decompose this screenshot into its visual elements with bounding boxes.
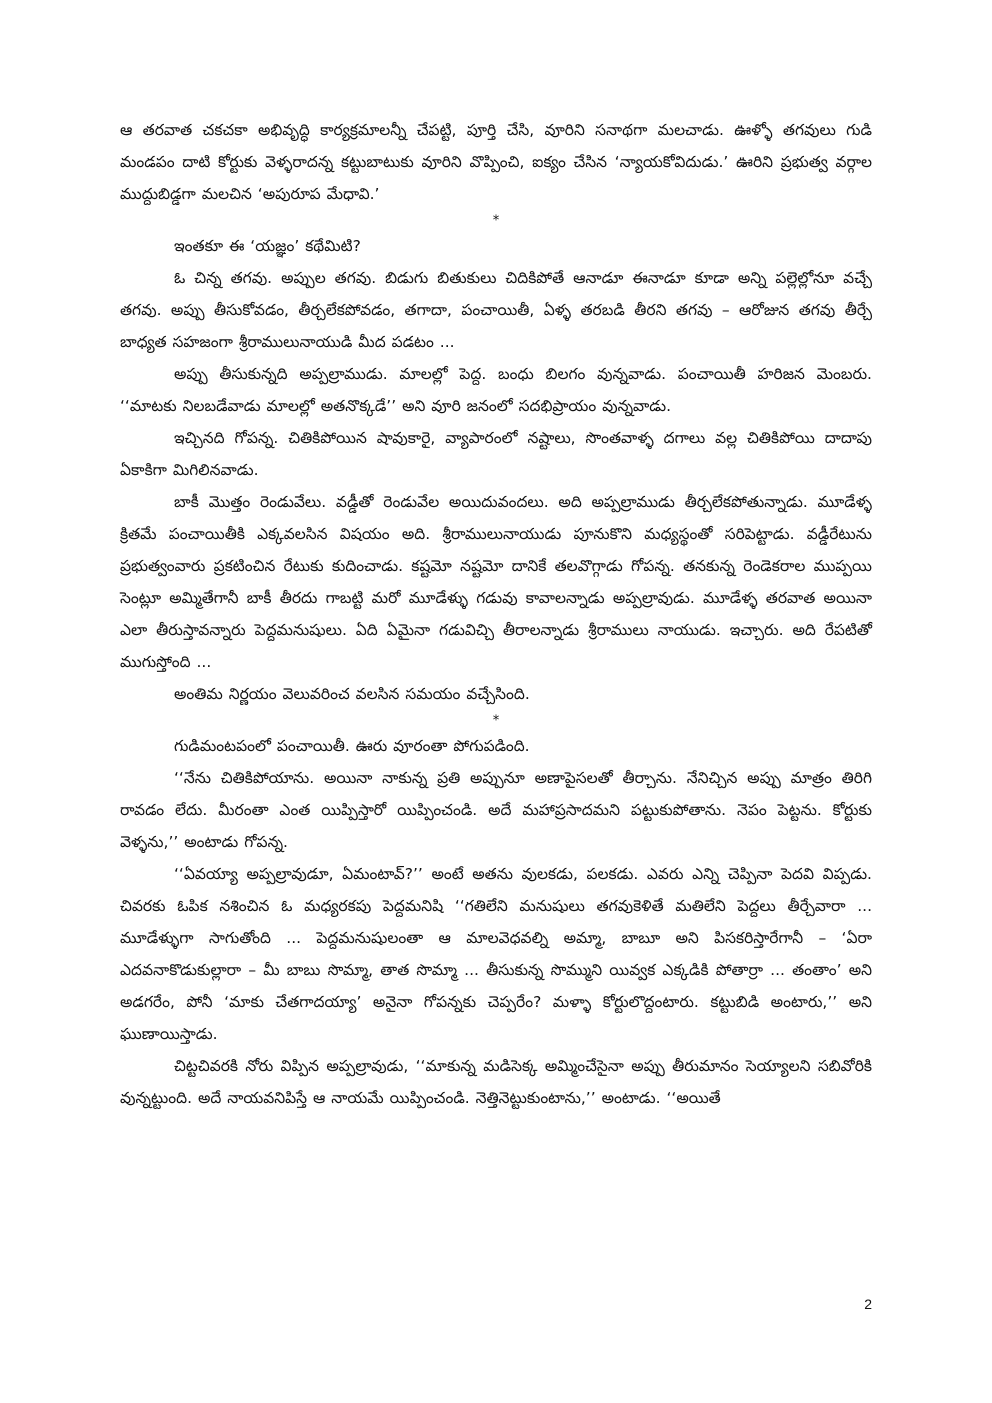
- paragraph-2: ఇంతకూ ఈ ‘యజ్ఞం’ కథేమిటి?: [174, 237, 361, 255]
- paragraph-5: ఇచ్చినది గోపన్న. చితికిపోయిన షావుకారై, వ్యాపారంలో నష్టాలు, సొంతవాళ్ళ దగాలు వల్ల చితికిపోయి దాదాపు ఏకాకిగా మిగిలినవాడు.: [120, 429, 872, 479]
- page-number: 2: [864, 1296, 872, 1312]
- paragraph-9: ‘‘నేను చితికిపోయాను. అయినా నాకున్న ప్రతి అప్పునూ అణాపైసలతో తీర్చాను. నేనిచ్చిన అప్పు మాత్రం తిరిగి రావడం లేదు. మీరంతా ఎంత యిప్పిస్తారో యిప్పించండి. అదే మహాప్రసాదమని పట్టుకుపోతాను. నెపం పెట్టను. కోర్టుకు వెళ్ళను,’’ అంటాడు గోపన్న.: [120, 769, 872, 851]
- paragraph-1: ఆ తరవాత చకచకా అభివృద్ధి కార్యక్రమాలన్నీ చేపట్టి, పూర్తి చేసి, వూరిని సనాథగా మలచాడు. ఊళ్ళో తగవులు గుడి మండపం దాటి కోర్టుకు వెళ్ళరాదన్న కట్టుబాటుకు వూరిని వొప్పించి, ఐక్యం చేసిన ‘న్యాయకోవిదుడు.’ ఊరిని ప్రభుత్వ వర్గాల ముద్దుబిడ్డగా మలచిన ‘అపురూప మేధావి.’: [120, 121, 872, 203]
- section-divider-1: ⁎: [492, 209, 500, 224]
- paragraph-10: ‘‘ఏవయ్యా అప్పల్రావుడూ, ఏమంటావ్?’’ అంటే అతను వులకడు, పలకడు. ఎవరు ఎన్ని చెప్పినా పెదవి విప్పడు. చివరకు ఓపిక నశించిన ఓ మధ్యరకపు పెద్దమనిషి ‘‘గతిలేని మనుషులు తగవుకెళితే మతిలేని పెద్దలు తీర్చేవారా ... మూడేళ్ళుగా సాగుతోంది ... పెద్దమనుషులంతా ఆ మాలవెధవల్ని అమ్మా, బాబూ అని పిసకరిస్తారేగానీ – ‘ఏరా ఎదవనాకొడుకుల్లారా – మీ బాబు సొమ్మా, తాత సొమ్మా ... తీసుకున్న సొమ్ముని యివ్వక ఎక్కడికి పోతార్రా ... తంతాం’ అని అడగరేం, పోనీ ‘మాకు చేతగాదయ్యా’ అనైనా గోపన్నకు చెప్పరేం? మళ్ళా కోర్టులొద్దంటారు. కట్టుబిడి అంటారు,’’ అని ఘుణాయిస్తాడు.: [120, 865, 872, 1043]
- document-body: [120, 114, 872, 1114]
- paragraph-3: ఓ చిన్న తగవు. అప్పుల తగవు. బిడుగు బితుకులు చిదికిపోతే ఆనాడూ ఈనాడూ కూడా అన్ని పల్లెల్లోనూ వచ్చే తగవు. అప్పు తీసుకోవడం, తీర్చలేకపోవడం, తగాదా, పంచాయితీ, ఏళ్ళ తరబడి తీరని తగవు – ఆరోజున తగవు తీర్చే బాధ్యత సహజంగా శ్రీరాములునాయుడి మీద పడటం ...: [120, 269, 872, 351]
- paragraph-11: చిట్టచివరకి నోరు విప్పిన అప్పల్రావుడు, ‘‘మాకున్న మడిసెక్క అమ్మించేసైనా అప్పు తీరుమానం సెయ్యాలని సబివోరికి వున్నట్టుంది. అదే నాయవనిపిస్తే ఆ నాయమే యిప్పించండి. నెత్తినెట్టుకుంటాను,’’ అంటాడు. ‘‘అయితే: [120, 1057, 872, 1107]
- paragraph-7: అంతిమ నిర్ణయం వెలువరించ వలసిన సమయం వచ్చేసింది.: [174, 685, 530, 703]
- paragraph-8: గుడిమంటపంలో పంచాయితీ. ఊరు వూరంతా పోగుపడింది.: [174, 737, 530, 755]
- paragraph-4: అప్పు తీసుకున్నది అప్పల్రాముడు. మాలల్లో పెద్ద. బంధు బిలగం వున్నవాడు. పంచాయితీ హరిజన మెంబరు. ‘‘మాటకు నిలబడేవాడు మాలల్లో అతనొక్కడే’’ అని వూరి జనంలో సదభిప్రాయం వున్నవాడు.: [120, 365, 872, 415]
- paragraph-6: బాకీ మొత్తం రెండువేలు. వడ్డీతో రెండువేల అయిదువందలు. అది అప్పల్రాముడు తీర్చలేకపోతున్నాడు. మూడేళ్ళ క్రితమే పంచాయితీకి ఎక్కవలసిన విషయం అది. శ్రీరాములునాయుడు పూనుకొని మధ్యస్థంతో సరిపెట్టాడు. వడ్డీరేటును ప్రభుత్వంవారు ప్రకటించిన రేటుకు కుదించాడు. కష్టమో నష్టమో దానికే తలవొగ్గాడు గోపన్న. తనకున్న రెండెకరాల ముప్పయి సెంట్లూ అమ్మితేగానీ బాకీ తీరదు గాబట్టి మరో మూడేళ్ళు గడువు కావాలన్నాడు అప్పల్రావుడు. మూడేళ్ళ తరవాత అయినా ఎలా తీరుస్తావన్నారు పెద్దమనుషులు. ఏది ఏమైనా గడువిచ్చి తీరాలన్నాడు శ్రీరాములు నాయుడు. ఇచ్చారు. అది రేపటితో ముగుస్తోంది ...: [120, 493, 872, 671]
- section-divider-2: ⁎: [492, 709, 500, 724]
